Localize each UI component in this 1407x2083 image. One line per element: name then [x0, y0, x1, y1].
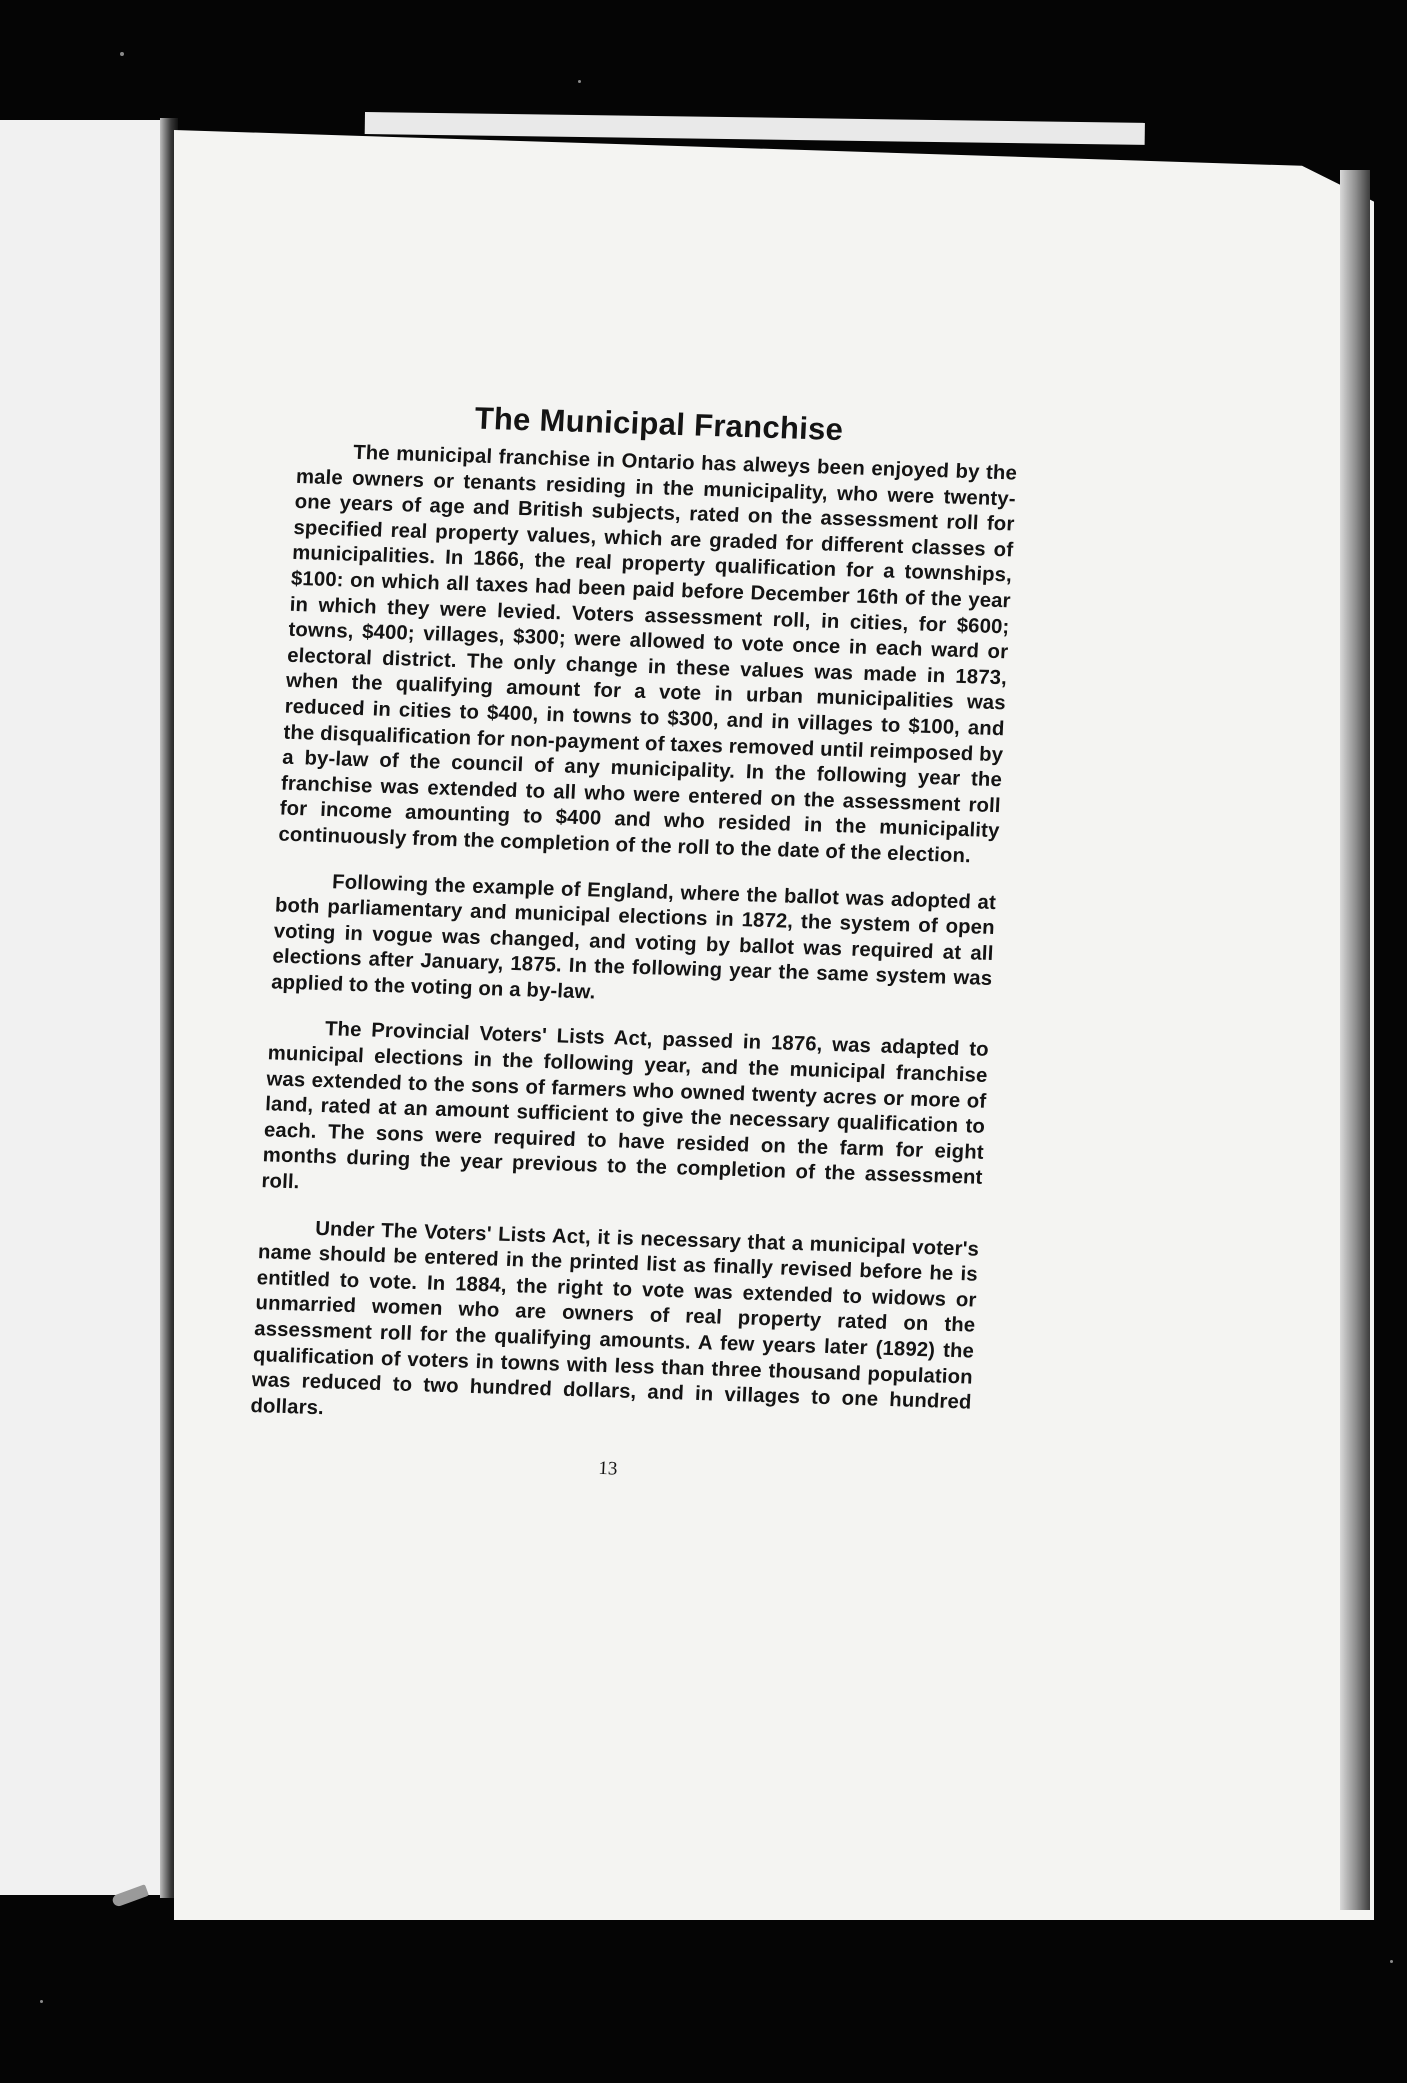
facing-page-edge [0, 120, 176, 1895]
paragraph-4: Under The Voters' Lists Act, it is necessary that a municipal voter's name should be entered in the printed list as finally revised before he is entitled to vote. In 1884, the right to vote was extended to widows or unmarried women who are owners of real property rated on the assessment roll for the qualifying amounts. A few years later (1892) the qualification of voters in towns with less than three thousand population was reduced to two hundred dollars, and in villages to one hundred dollars. [250, 1217, 980, 1420]
page-title: The Municipal Franchise [473, 400, 845, 448]
paragraph-2: Following the example of England, where the ballot was adopted at both parliamentary and municipal elections in 1872, the system of open voting in vogue was changed, and voting by ballot was required at all elections after January, 1875. In the following year the same system was applied to the voting on a by-law. [270, 870, 997, 1004]
paragraph-3: The Provincial Voters' Lists Act, passed in 1876, was adapted to municipal elections in the following year, and the municipal franchise was extended to the sons of farmers who owned twenty acres or more of land, rated at an amount sufficient to give the necessary qualification to each. The sons were required to have resided on the farm for eight months during the year previous to the completion of the assessment roll. [261, 1018, 990, 1194]
paragraph-1: The municipal franchise in Ontario has alweys been enjoyed by the male owners or tenants residing in the municipality, who were twenty-one years of age and British subjects, rated on the assessment roll for specified real property values, which are graded for different classes of municipalities. In 1866, the real property qualification for a townships, $100: on which all taxes had been paid before December 16th of the year in which they were levied. Voters assessment roll, in cities, for $600; towns, $400; villages, $300; were allowed to vote once in each ward or electoral district. The only change in these values was made in 1873, when the qualifying amount for a vote in urban municipalities was reduced in cities to $400, in towns to $300, and in villages to $100, and the disqualification for non-payment of taxes removed until reimposed by a by-law of the council of any municipality. In the following year the franchise was extended to all who were entered on the assessment roll for income amounting to $400 and who resided in the municipality continuously from the completion of the roll to the date of the election. [277, 441, 1018, 868]
dust-speck [1390, 1960, 1393, 1963]
dust-speck [120, 52, 124, 56]
dust-speck [40, 2000, 43, 2003]
dust-speck [578, 80, 581, 83]
page-text-block [247, 395, 1019, 1492]
page-number: 13 [597, 1458, 618, 1480]
page-right-edge [1340, 170, 1370, 1910]
